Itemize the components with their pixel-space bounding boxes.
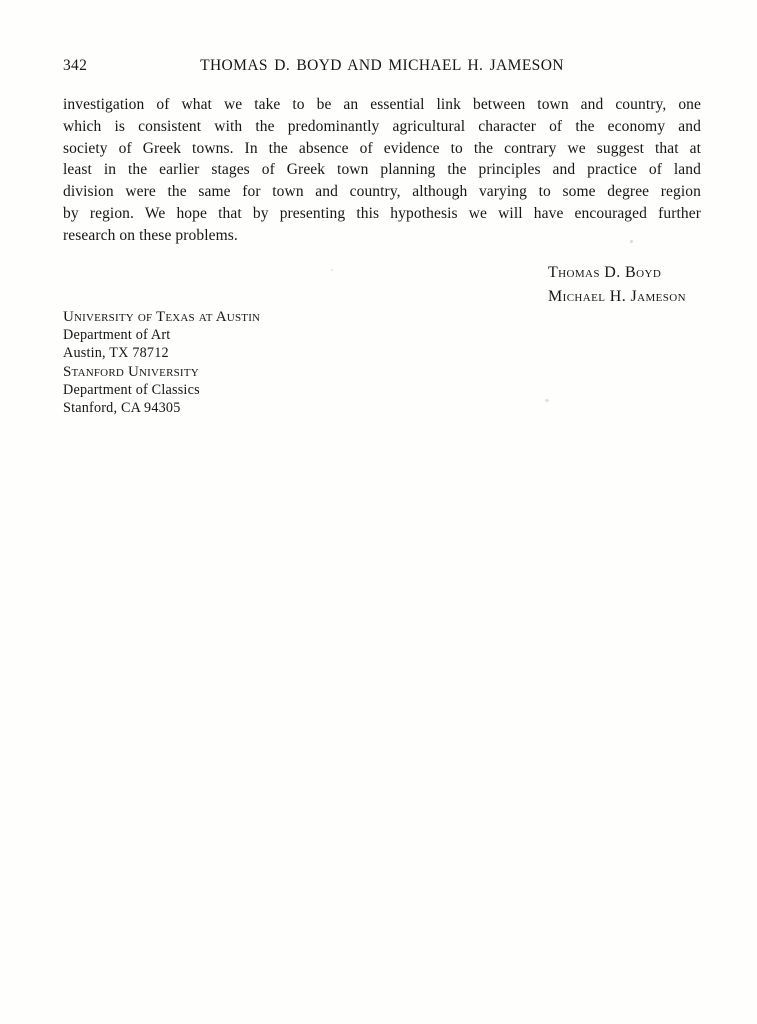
scan-speck — [630, 240, 633, 243]
body-line: by region. We hope that by presenting this hypothesis we will have encouraged further — [63, 204, 701, 222]
author-signatures — [548, 261, 686, 308]
body-paragraph — [63, 94, 701, 247]
scan-speck — [331, 269, 333, 271]
running-head — [63, 57, 701, 77]
page-number: 342 — [63, 57, 88, 74]
body-line: division were the same for town and country, although varying to some degree region — [63, 183, 701, 201]
affiliation-line: Stanford, CA 94305 — [63, 400, 181, 417]
body-line: least in the earlier stages of Greek town planning the principles and practice of land — [63, 161, 701, 179]
affiliation-block — [63, 308, 260, 417]
affiliation-line: Stanford University — [63, 363, 199, 380]
affiliation-line: Department of Classics — [63, 381, 200, 398]
affiliation-line: Austin, TX 78712 — [63, 345, 169, 362]
affiliation-line: University of Texas at Austin — [63, 309, 261, 325]
body-line: which is consistent with the predominantly agricultural character of the economy and — [63, 117, 701, 135]
running-header-title: THOMAS D. BOYD AND MICHAEL H. JAMESON — [200, 57, 564, 74]
body-line: investigation of what we take to be an essential link between town and country, one — [63, 96, 701, 113]
author-signature: Thomas D. Boyd — [548, 264, 662, 281]
scan-speck — [545, 399, 549, 402]
body-line: research on these problems. — [63, 226, 238, 244]
author-signature: Michael H. Jameson — [548, 287, 686, 305]
body-line: society of Greek towns. In the absence of evidence to the contrary we suggest that at — [63, 139, 701, 157]
affiliation-line: Department of Art — [63, 327, 171, 344]
